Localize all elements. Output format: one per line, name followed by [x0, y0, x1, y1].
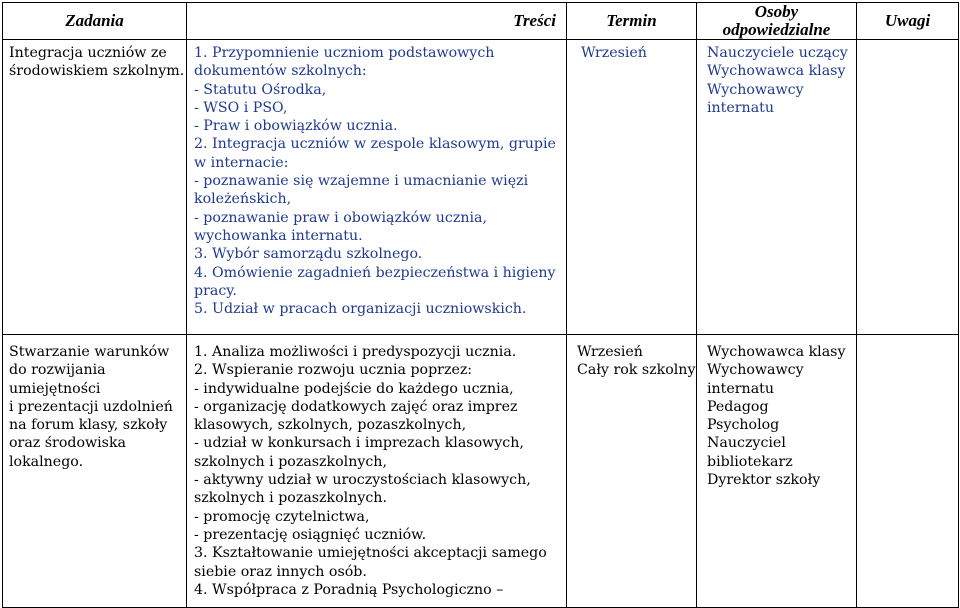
header-zadania: Zadania — [3, 3, 187, 40]
cell-osoby — [697, 335, 857, 608]
cell-termin — [567, 40, 697, 335]
text-line: Psycholog — [707, 417, 780, 434]
text-line: Cały rok szkolny — [577, 362, 696, 379]
table-row — [3, 40, 959, 335]
text-line: szkolnych i pozaszkolnych, — [194, 453, 387, 470]
text-line: Integracja uczniów ze — [9, 45, 167, 61]
text-line: koleżeńskich, — [194, 191, 292, 208]
header-osoby — [697, 3, 857, 40]
text-line: Wychowawca klasy — [707, 63, 846, 80]
text-line: klasowych, szkolnych, pozaszkolnych, — [194, 417, 467, 434]
text-line: Dyrektor szkoły — [707, 472, 821, 489]
text-line: - poznawanie praw i obowiązków ucznia, — [194, 209, 487, 226]
text-line: 1. Analiza możliwości i predyspozycji ucznia. — [194, 344, 517, 360]
header-uwagi: Uwagi — [857, 3, 959, 40]
header-termin: Termin — [567, 3, 697, 40]
text-line: 2. Integracja uczniów w zespole klasowym, grupie — [194, 136, 556, 153]
text-line: - aktywny udział w uroczystościach klasowych, — [194, 472, 531, 489]
text-line: Wrzesień — [581, 45, 647, 61]
text-line: - Statutu Ośrodka, — [194, 81, 327, 98]
text-line: Wrzesień — [577, 344, 643, 360]
text-line: Wychowawcy — [707, 362, 804, 379]
cell-uwagi — [857, 40, 959, 335]
text-line: środowiskiem szkolnym. — [9, 63, 185, 80]
text-line: siebie oraz innych osób. — [194, 563, 367, 580]
text-line: dokumentów szkolnych: — [194, 63, 367, 80]
header-tresci-label: Treści — [513, 11, 556, 30]
text-line: - poznawanie się wzajemne i umacnianie więzi — [194, 173, 529, 190]
text-line: na forum klasy, szkoły — [9, 417, 168, 434]
text-line: bibliotekarz — [707, 453, 793, 470]
header-osoby-line1: Osoby — [754, 2, 799, 21]
text-line: - promocję czytelnictwa, — [194, 508, 370, 525]
text-line: Pedagog — [707, 398, 769, 415]
cell-termin — [567, 335, 697, 608]
text-line: - Praw i obowiązków ucznia. — [194, 118, 398, 135]
text-line: Stwarzanie warunków — [9, 344, 170, 360]
header-osoby-line2: odpowiedzialne — [722, 20, 831, 39]
cell-zadania — [3, 335, 187, 608]
text-line: oraz środowiska — [9, 435, 127, 452]
text-line: internatu — [707, 99, 774, 116]
cell-osoby — [697, 40, 857, 335]
text-line: - prezentację osiągnięć uczniów. — [194, 526, 427, 543]
text-line: 5. Udział w pracach organizacji uczniowskich. — [194, 301, 527, 318]
text-line: szkolnych i pozaszkolnych. — [194, 490, 387, 507]
text-line: 2. Wspieranie rozwoju ucznia poprzez: — [194, 362, 473, 379]
plan-table — [2, 2, 959, 608]
text-line: 3. Kształtowanie umiejętności akceptacji samego — [194, 545, 547, 562]
cell-tresci — [187, 335, 567, 608]
text-line: 3. Wybór samorządu szkolnego. — [194, 246, 423, 263]
text-line: internatu — [707, 380, 774, 397]
text-line: pracy. — [194, 282, 237, 299]
text-line: Wychowawcy — [707, 81, 804, 98]
text-line: i prezentacji uzdolnień — [9, 398, 173, 415]
text-line: - organizację dodatkowych zajęć oraz imprez — [194, 398, 518, 415]
text-line: Wychowawca klasy — [707, 344, 846, 360]
text-line: Nauczyciel — [707, 435, 786, 452]
cell-zadania — [3, 40, 187, 335]
text-line: 4. Współpraca z Poradnią Psychologiczno – — [194, 581, 504, 598]
header-row — [3, 3, 959, 40]
text-line: - WSO i PSO, — [194, 99, 288, 116]
text-line: lokalnego. — [9, 453, 84, 470]
text-line: wychowanka internatu. — [194, 227, 363, 244]
header-tresci — [187, 3, 567, 40]
text-line: umiejętności — [9, 380, 101, 397]
text-line: 4. Omówienie zagadnień bezpieczeństwa i higieny — [194, 264, 556, 281]
text-line: w internacie: — [194, 154, 289, 171]
text-line: 1. Przypomnienie uczniom podstawowych — [194, 45, 495, 61]
text-line: Nauczyciele uczący — [707, 45, 848, 61]
cell-uwagi — [857, 335, 959, 608]
cell-tresci — [187, 40, 567, 335]
text-line: do rozwijania — [9, 362, 106, 379]
text-line: - indywidualne podejście do każdego ucznia, — [194, 380, 514, 397]
table-row — [3, 335, 959, 608]
text-line: - udział w konkursach i imprezach klasowych, — [194, 435, 524, 452]
